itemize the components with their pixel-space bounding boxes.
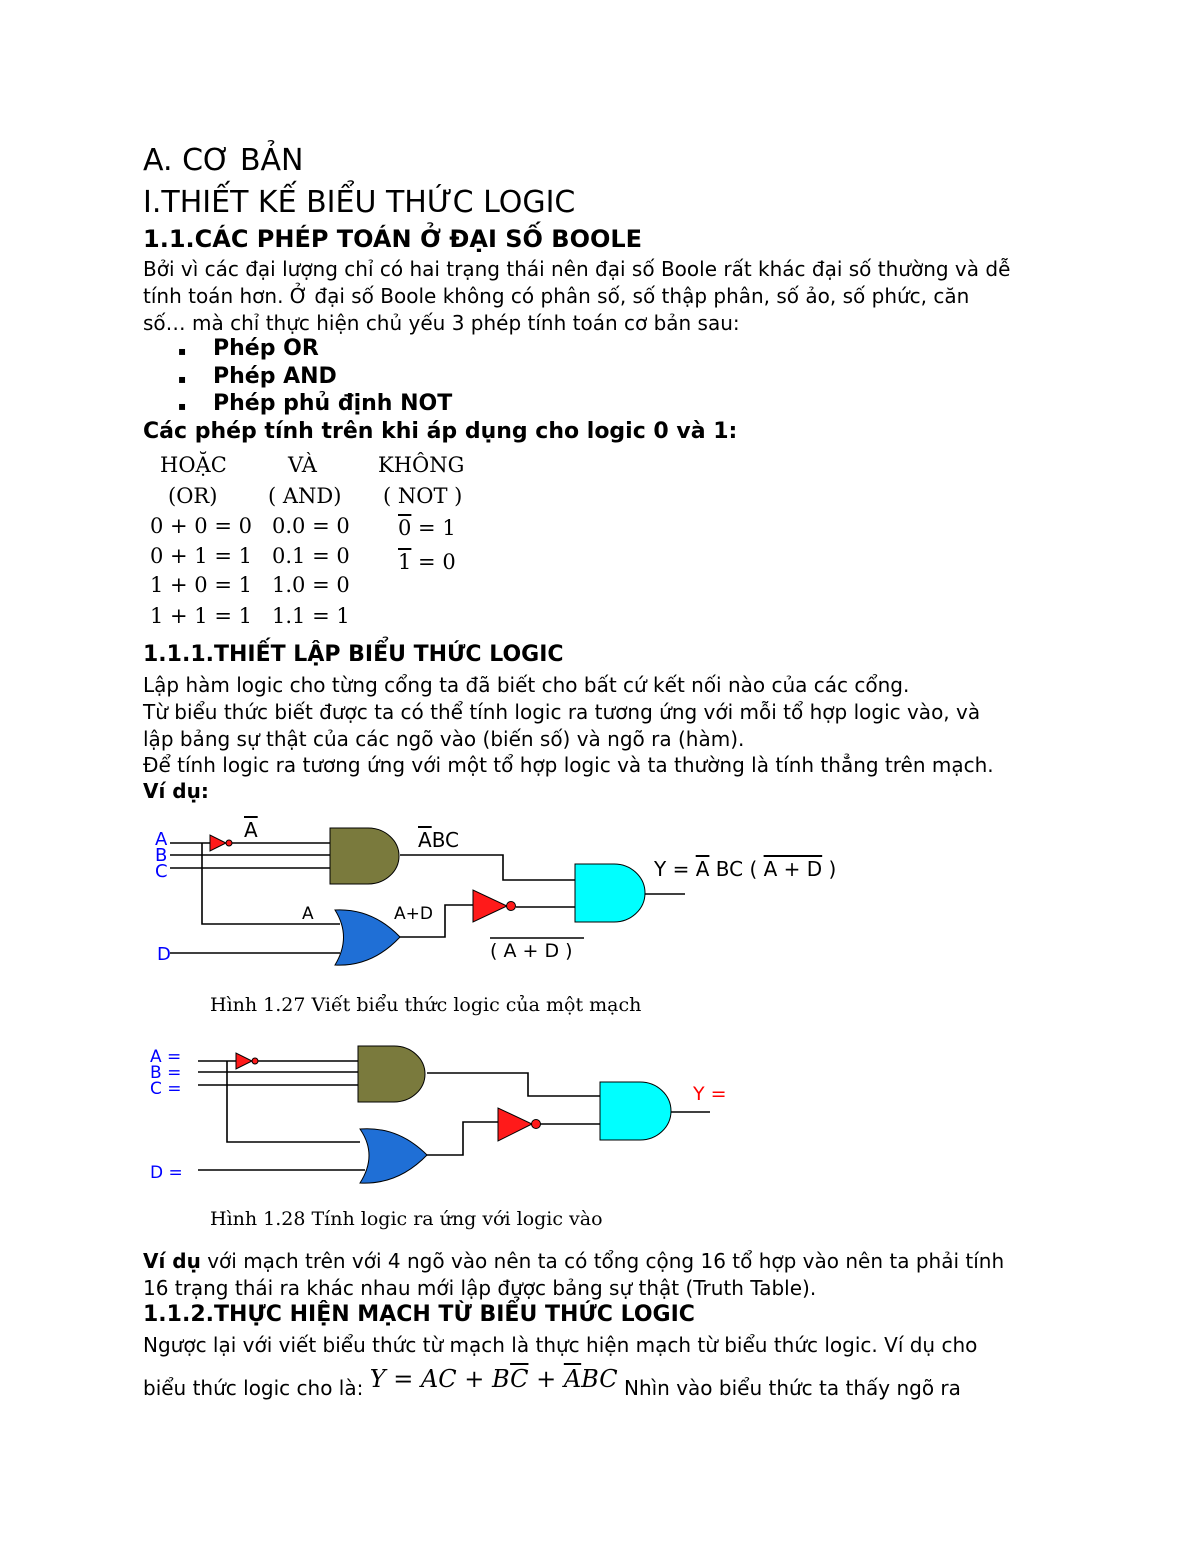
and-row: 0.0 = 0 [272,514,350,538]
not-row: 1 = 0 [398,550,456,574]
example-paragraph-line-1: Ví dụ với mạch trên với 4 ngõ vào nên ta có tổng cộng 16 tổ hợp vào nên ta phải tính [143,1249,1005,1273]
or-row: 1 + 1 = 1 [150,604,252,628]
and-row: 0.1 = 0 [272,544,350,568]
sub2-line-2: biểu thức logic cho là: Y = AC + $B\overline{C} + \overline{A}BC$ Nhìn vào biểu thức ta thấy ngõ ra [143,1365,961,1400]
and-gate-1 [330,828,399,884]
input-label-c: C [155,861,168,882]
ops-sub-or: (OR) [168,484,218,508]
ops-header-or: HOẶC [160,453,227,477]
or-row: 1 + 0 = 1 [150,573,252,597]
not-gate-or [498,1108,532,1141]
abc-label: ABC [418,828,460,852]
sub1-line-4: Để tính logic ra tương ứng với một tổ hợp logic và ta thường là tính thẳng trên mạch. [143,753,994,777]
chapter-heading: I.THIẾT KẾ BIỂU THỨC LOGIC [143,185,576,220]
input-label-b: B = [150,1063,182,1083]
sub1-title: 1.1.1.THIẾT LẬP BIỂU THỨC LOGIC [143,642,564,667]
input-label-d: D = [150,1163,183,1183]
sub2-title: 1.1.2.THỰC HIỆN MẠCH TỪ BIỂU THỨC LOGIC [143,1302,695,1327]
intro-line-1: Bởi vì các đại lượng chỉ có hai trạng thái nên đại số Boole rất khác đại số thường và dễ [143,257,1011,281]
not-gate-a [210,835,226,851]
or-row: 0 + 1 = 1 [150,544,252,568]
ops-title: Các phép tính trên khi áp dụng cho logic 0 và 1: [143,419,738,444]
and-gate-output [600,1082,671,1140]
section-heading: 1.1.CÁC PHÉP TOÁN Ở ĐẠI SỐ BOOLE [143,225,643,253]
or-input-label: A [302,904,314,924]
nor-label: ( A + D ) [490,940,573,962]
ops-header-not: KHÔNG [378,453,465,477]
abar-label: A [244,818,258,842]
ops-sub-not: ( NOT ) [383,484,463,508]
not-gate-or [473,890,507,922]
intro-line-3: số… mà chỉ thực hiện chủ yếu 3 phép tính toán cơ bản sau: [143,311,740,335]
input-label-b: B [155,845,168,866]
or-row: 0 + 0 = 0 [150,514,252,538]
example-label: Ví dụ: [143,779,209,803]
not-row: 0 = 1 [398,516,456,540]
bullet-or: Phép OR [213,336,319,361]
example-paragraph-line-2: 16 trạng thái ra khác nhau mới lập được bảng sự thật (Truth Table). [143,1276,817,1300]
bullet-marker: ▪ [178,344,187,358]
figure-caption-2: Hình 1.28 Tính logic ra ứng với logic vào [210,1208,603,1230]
input-label-a: A [155,829,168,850]
bullet-and: Phép AND [213,364,337,389]
input-label-d: D [157,944,171,965]
part-heading: A. CƠ BẢN [143,143,304,178]
ops-sub-and: ( AND) [268,484,342,508]
circuit-diagram-2 [140,1040,760,1190]
input-label-a: A = [150,1047,182,1067]
circuit-diagram-1 [140,812,870,982]
bullet-marker: ▪ [178,399,187,413]
and-gate-output [575,864,645,922]
or-gate-1 [335,910,400,965]
not-gate-a [236,1053,252,1069]
bullet-marker: ▪ [178,372,187,386]
figure-caption-1: Hình 1.27 Viết biểu thức logic của một mạch [210,994,642,1016]
input-label-c: C = [150,1079,182,1099]
sub1-line-2: Từ biểu thức biết được ta có thể tính logic ra tương ứng với mỗi tổ hợp logic vào, và [143,700,981,724]
or-output-label: A+D [394,904,433,924]
y-output-label: Y = [693,1083,727,1105]
and-row: 1.1 = 1 [272,604,350,628]
ops-header-and: VÀ [288,453,317,477]
sub2-line-1: Ngược lại với viết biểu thức từ mạch là thực hiện mạch từ biểu thức logic. Ví dụ cho [143,1333,978,1357]
and-gate-1 [358,1046,425,1102]
intro-line-2: tính toán hơn. Ở đại số Boole không có phân số, số thập phân, số ảo, số phức, căn [143,284,970,308]
formula-expression: Y = AC + $B\overline{C} + \overline{A}BC$ [369,1365,618,1393]
and-row: 1.0 = 0 [272,573,350,597]
or-gate-1 [360,1129,427,1183]
sub1-line-1: Lập hàm logic cho từng cổng ta đã biết cho bất cứ kết nối nào của các cổng. [143,673,910,697]
sub1-line-3: lập bảng sự thật của các ngõ vào (biến số) và ngõ ra (hàm). [143,727,745,751]
bullet-not: Phép phủ định NOT [213,391,453,416]
y-expression: Y = A BC ( A + D ) [654,857,837,881]
